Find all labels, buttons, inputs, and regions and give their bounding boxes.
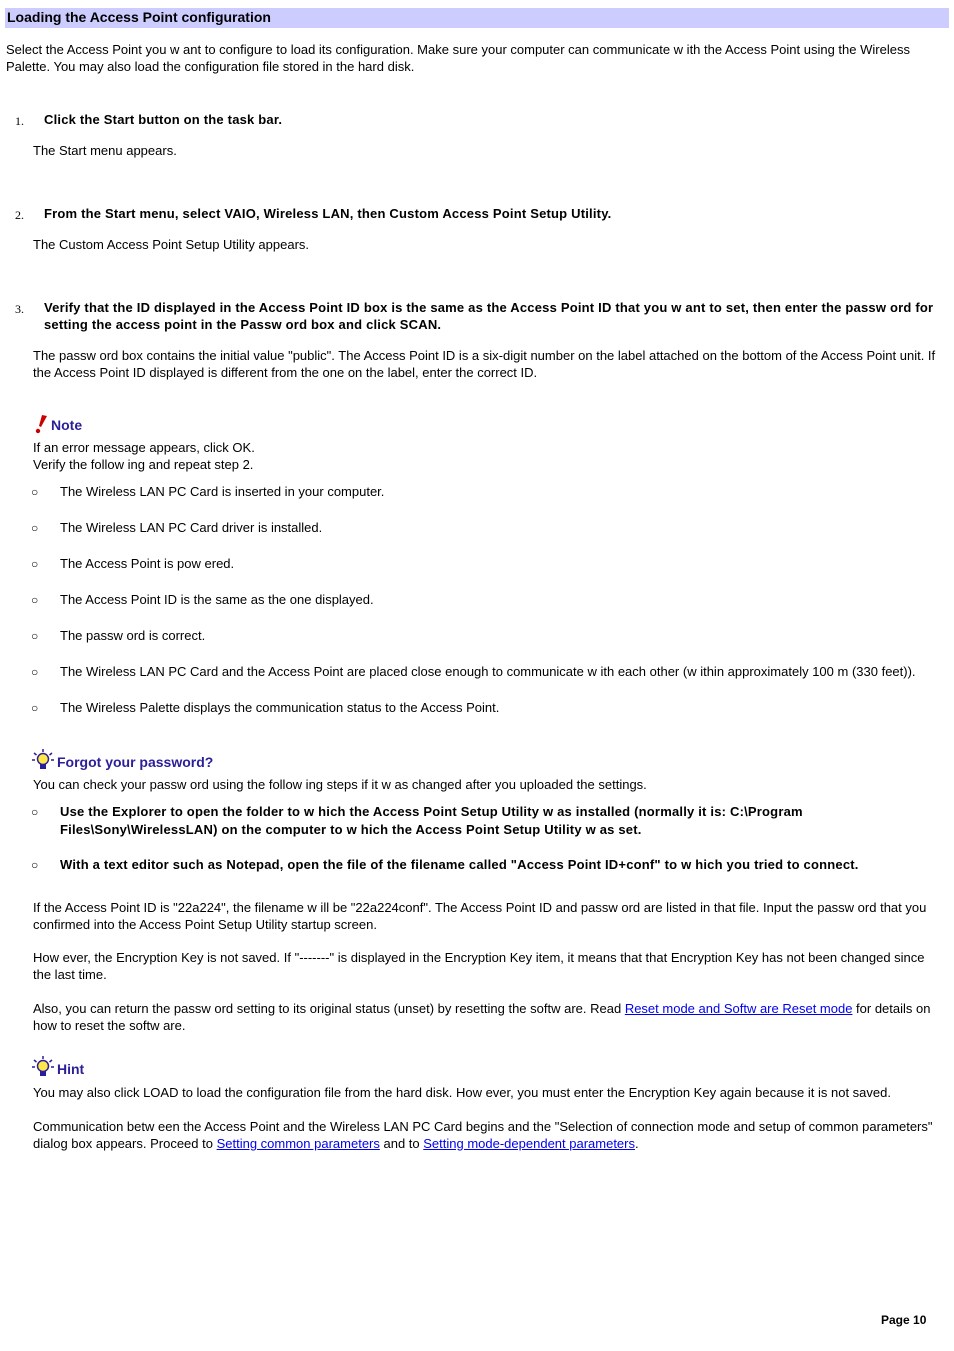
page-number: Page 10: [881, 1313, 927, 1327]
lightbulb-icon: [32, 749, 54, 771]
list-item: The Wireless LAN PC Card and the Access Point are placed close enough to communicate w ith each other (w ithin approximately 100 m (330 feet)).: [60, 664, 916, 679]
list-item: With a text editor such as Notepad, open the file of the filename called "Access Point ID+conf" to w hich you tried to connect.: [60, 857, 859, 872]
step-text: From the Start menu, select VAIO, Wireless LAN, then Custom Access Point Setup Utility.: [44, 206, 612, 221]
step-text: Click the Start button on the task bar.: [44, 112, 283, 127]
forgot-paragraph: Also, you can return the passw ord setting to its original status (unset) by resetting the softw are. Read Reset mode and Softw are Reset mode for details on how to reset the softw are.: [33, 1001, 931, 1033]
forgot-paragraph: How ever, the Encryption Key is not saved. If "-------" is displayed in the Encryption Key item, it means that that Encryption Key has not been changed since the last time.: [33, 950, 925, 982]
list-item: The Wireless LAN PC Card is inserted in your computer.: [60, 484, 385, 499]
reset-mode-link[interactable]: Reset mode and Softw are Reset mode: [624, 1001, 853, 1016]
forgot-heading: Forgot your password?: [57, 754, 214, 770]
setting-mode-dependent-parameters-link[interactable]: Setting mode-dependent parameters: [423, 1136, 635, 1151]
step-text: Verify that the ID displayed in the Access Point ID box is the same as the Access Point ID that you w ant to set, then enter the passw ord for setting the access point in the Passw ord box and click SCAN.: [44, 300, 934, 332]
intro-text: Select the Access Point you w ant to configure to load its configuration. Make sure your computer can communicate w ith the Access Point using the Wireless Palette. You may also load the configuration file stored in the hard disk.: [6, 42, 910, 74]
list-bullet: ○: [31, 557, 39, 571]
step-result: The Custom Access Point Setup Utility appears.: [33, 237, 310, 252]
list-item: The Wireless Palette displays the communication status to the Access Point.: [60, 700, 500, 715]
page-title: Loading the Access Point configuration: [5, 8, 949, 28]
list-bullet: ○: [31, 521, 39, 535]
list-item: The Wireless LAN PC Card driver is installed.: [60, 520, 323, 535]
note-heading: Note: [51, 417, 83, 433]
step-number: 2.: [15, 208, 24, 222]
forgot-intro: You can check your passw ord using the follow ing steps if it w as changed after you uploaded the settings.: [33, 777, 647, 792]
step-number: 3.: [15, 302, 24, 316]
step-number: 1.: [15, 114, 24, 128]
note-line: Verify the follow ing and repeat step 2.: [33, 457, 254, 472]
list-item: The passw ord is correct.: [60, 628, 206, 643]
list-bullet: ○: [31, 701, 39, 715]
hint-heading: Hint: [57, 1061, 85, 1077]
step-result: The passw ord box contains the initial value "public". The Access Point ID is a six-digit number on the label attached on the bottom of the Access Point unit. If the Access Point ID displayed is different from the one on the label, enter the correct ID.: [33, 348, 936, 380]
list-bullet: ○: [31, 485, 39, 499]
hint-paragraph: Communication betw een the Access Point and the Wireless LAN PC Card begins and the "Selection of connection mode and setup of common parameters" dialog box appears. Proceed to Setting common parameters and to Setting mode-dependent parameters.: [33, 1119, 933, 1151]
step-result: The Start menu appears.: [33, 143, 177, 158]
list-bullet: ○: [31, 665, 39, 679]
lightbulb-icon: [32, 1056, 54, 1078]
forgot-paragraph: If the Access Point ID is "22a224", the filename w ill be "22a224conf". The Access Point ID and passw ord are listed in that file. Input the passw ord that you confirmed into the Access Point Setup Utility startup screen.: [33, 900, 927, 932]
list-bullet: ○: [31, 629, 39, 643]
hint-paragraph: You may also click LOAD to load the configuration file from the hard disk. How ever, you must enter the Encryption Key again because it is not saved.: [33, 1085, 891, 1100]
list-bullet: ○: [31, 805, 39, 819]
note-line: If an error message appears, click OK.: [33, 440, 255, 455]
exclamation-icon: [33, 414, 53, 434]
list-item: Use the Explorer to open the folder to w hich the Access Point Setup Utility w as installed (normally it is: C:\Program Files\Sony\WirelessLAN) on the computer to w hich the Access Point Setup Utility w as set.: [60, 804, 803, 837]
list-bullet: ○: [31, 593, 39, 607]
list-bullet: ○: [31, 858, 39, 872]
list-item: The Access Point is pow ered.: [60, 556, 235, 571]
list-item: The Access Point ID is the same as the one displayed.: [60, 592, 374, 607]
setting-common-parameters-link[interactable]: Setting common parameters: [216, 1136, 380, 1151]
